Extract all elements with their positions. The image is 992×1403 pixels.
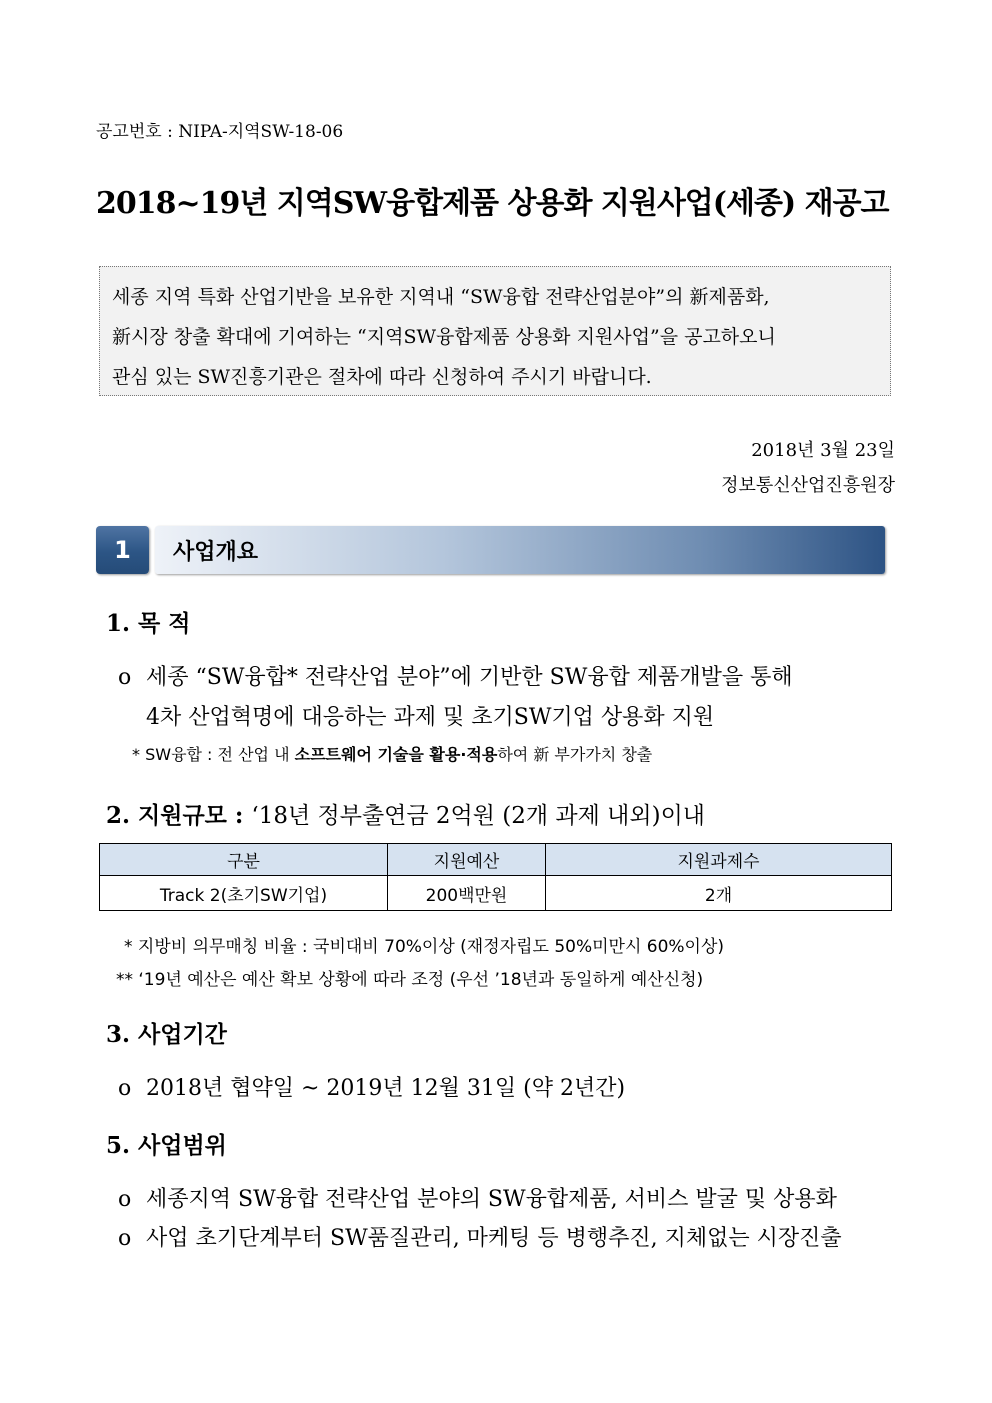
purpose-bullet-line1: 세종 “SW융합* 전략산업 분야”에 기반한 SW융합 제품개발을 통해 [146,665,793,690]
intro-line: 新시장 창출 확대에 기여하는 “지역SW융합제품 상용화 지원사업”을 공고하오니 [112,326,776,348]
scale-heading-label: 2. 지원규모 : [106,802,244,829]
document-title: 2018~19년 지역SW융합제품 상용화 지원사업(세종) 재공고 [96,186,889,221]
bullet-marker: o [118,665,132,690]
scope-heading: 5. 사업범위 [106,1132,227,1159]
intro-line: 관심 있는 SW진흥기관은 절차에 따라 신청하여 주시기 바랍니다. [112,366,652,388]
scope-bullet [118,1221,842,1252]
scope-bullet-text: 세종지역 SW융합 전략산업 분야의 SW융합제품, 서비스 발굴 및 상용화 [146,1187,837,1212]
period-bullet [118,1071,625,1102]
section-number-badge: 1 [96,526,149,574]
intro-line: 세종 지역 특화 산업기반을 보유한 지역내 “SW융합 전략산업분야”의 新제품화, [112,286,770,308]
scale-heading-value: ‘18년 정부출연금 2억원 (2개 과제 내외)이내 [251,803,706,829]
issuer-name: 정보통신산업진흥원장 [721,475,895,496]
notice-number: 공고번호 : NIPA-지역SW-18-06 [96,122,344,142]
footnote-suffix: 하여 新 부가가치 창출 [497,745,653,764]
table-header-cell: 구분 [100,844,388,876]
table-cell: Track 2(초기SW기업) [100,876,388,911]
section-title-bar [155,526,885,574]
table-header-cell: 지원과제수 [546,844,892,876]
purpose-footnote [132,742,652,765]
period-bullet-text: 2018년 협약일 ~ 2019년 12월 31일 (약 2년간) [146,1076,626,1101]
period-heading: 3. 사업기간 [106,1021,227,1048]
intro-box [99,266,891,396]
budget-adjust-note: ** ‘19년 예산은 예산 확보 상황에 따라 조정 (우선 ’18년과 동일하게 예산신청) [116,970,704,990]
bullet-marker: o [118,1187,132,1212]
purpose-bullet [118,660,793,691]
footnote-prefix: * SW융합 : 전 산업 내 [132,745,295,764]
purpose-heading: 1. 목 적 [106,610,191,637]
table-header-row [100,844,892,876]
announcement-date: 2018년 3월 23일 [751,440,895,461]
bullet-marker: o [118,1076,132,1101]
scope-bullet-text: 사업 초기단계부터 SW품질관리, 마케팅 등 병행추진, 지체없는 시장진출 [146,1226,842,1251]
table-header-cell: 지원예산 [388,844,546,876]
bullet-marker: o [118,1226,132,1251]
table-row [100,876,892,911]
scope-bullet [118,1182,837,1213]
scale-heading [106,797,705,830]
matching-ratio-note: * 지방비 의무매칭 비율 : 국비대비 70%이상 (재정자립도 50%미만시 60%이상) [124,937,725,957]
footnote-bold: 소프트웨어 기술을 활용·적용 [294,745,498,764]
purpose-bullet-line2: 4차 산업혁명에 대응하는 과제 및 초기SW기업 상용화 지원 [146,705,715,730]
table-cell: 2개 [546,876,892,911]
table-cell: 200백만원 [388,876,546,911]
budget-table [99,843,892,911]
section-title: 사업개요 [173,539,259,565]
